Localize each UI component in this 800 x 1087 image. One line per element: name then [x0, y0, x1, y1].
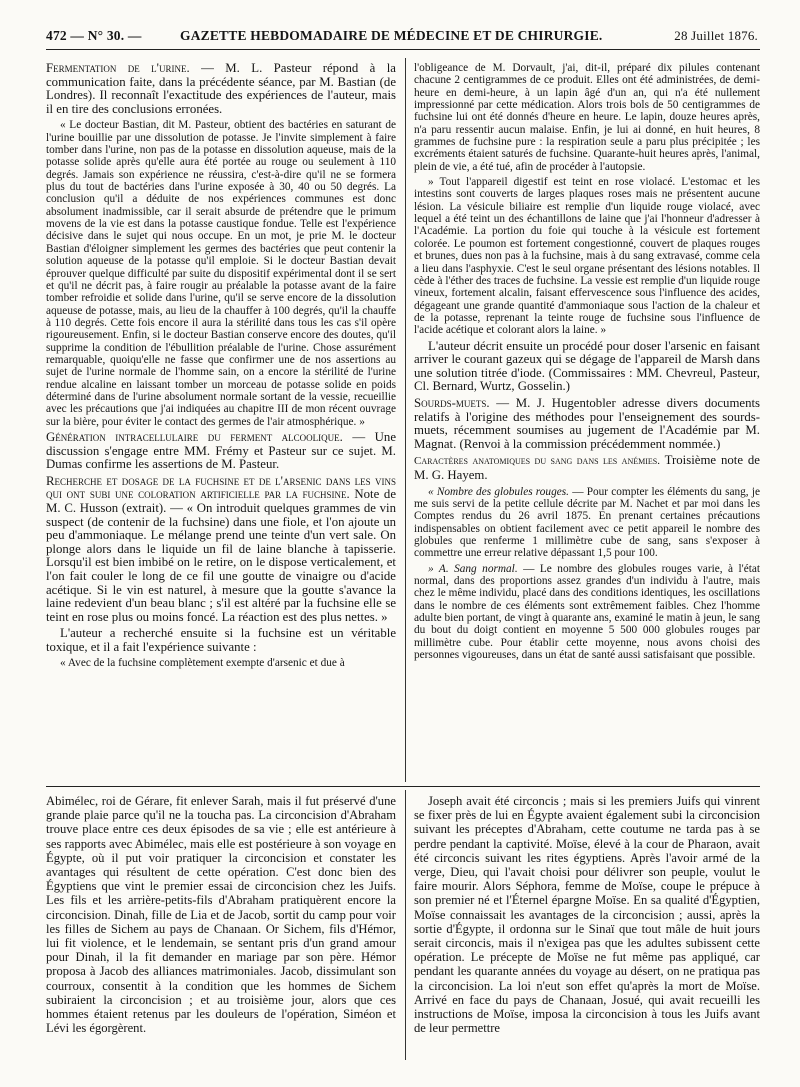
- article-urine-fermentation: Fermentation de l'urine. — M. L. Pasteur répond à la communication faite, dans la précédente séance, par M. Bastian (de Londres). Il reconnaît l'exactitude des expériences de l'auteur, mais il en tire des conclusions erronées.: [46, 61, 396, 116]
- fuchsine-experiment-start: « Avec de la fuchsine complètement exempte d'arsenic et due à: [60, 657, 345, 670]
- section-heading: Recherche et dosage de la fuchsine et de l'arsenic dans les vins qui ont subi une coloration artificielle par la fuchsine.: [46, 473, 396, 502]
- page-header: [46, 28, 758, 48]
- arsenic-dosage: L'auteur décrit ensuite un procédé pour doser l'arsenic en faisant arriver le courant gazeux qui se dégage de l'appareil de Marsh dans une solution titrée d'iode. (Commissaires : MM. Chevreul, Pasteur, Cl. Bernard, Wurtz, Gosselin.): [414, 338, 760, 394]
- feuilleton-right: Joseph avait été circoncis ; mais si les premiers Juifs qui vinrent se fixer près de lui en Égypte avaient également subi la circoncision suivant les préceptes d'Abraham, cette coutume ne tarda pas à se perdre pendant la captivité. Moïse, élevé à la cour de Pharaon, avait été circoncis suivant les rites égyptiens. Après l'avoir armé de la verge, Dieu, qui l'avait choisi pour délivrer son peuple, voulut le faire mourir. Alors Séphora, femme de Moïse, coupe le prépuce à son premier né et l'Éternel épargne Moïse. En sa qualité d'Égyptien, Moïse connaissait les avantages de la circoncision ; aussi, après la sortie d'Égypte, il ordonna sur le Sinaï que tout mâle de huit jours serait circoncis, mais il n'exigea pas que les adultes subissent cette opération. Le précepte de Moïse ne fut même pas appliqué, car pendant les quarante années du voyage au désert, on ne pratiqua pas la circoncision. La loi n'eut son effet qu'après la mort de Moïse. Arrivé en face du pays de Chanaan, Josué, qui avait recueilli les instructions de Moïse, imposa la circoncision à tous les Juifs avant de leur permettre: [414, 794, 760, 1036]
- column-divider: [405, 790, 406, 1060]
- article-deaf-mute: Sourds-muets. — M. J. Hugentobler adresse divers documents relatifs à l'origine des méthodes pour l'enseignement des sourds-muets, récemment soumises au jugement de l'Académie par M. Magnat. (Renvoi à la commission précédemment nommée.): [414, 395, 761, 451]
- top-right-column: [414, 62, 760, 664]
- article-anemia: Caractères anatomiques du sang dans les anémies. Troisième note de M. G. Hayem.: [414, 453, 760, 482]
- section-heading: Fermentation de l'urine.: [46, 61, 190, 75]
- section-heading: Caractères anatomiques du sang dans les anémies.: [414, 455, 660, 468]
- article-alcoholic-ferment: Génération intracellulaire du ferment alcoolique. — Une discussion s'engage entre MM. Frémy et Pasteur sur ce sujet. M. Dumas confirme les assertions de M. Pasteur.: [46, 429, 396, 472]
- section-heading: Sourds-muets.: [414, 395, 490, 410]
- bottom-right-column: [414, 794, 760, 1035]
- column-divider: [405, 58, 406, 782]
- fuchsine-toxicity-intro: L'auteur a recherché ensuite si la fuchsine est un véritable toxique, et il a fait l'expérience suivante :: [46, 626, 396, 654]
- section-heading: Génération intracellulaire du ferment alcoolique.: [46, 429, 343, 444]
- fuchsine-experiment-cont: l'obligeance de M. Dorvault, j'ai, dit-il, préparé dix pilules contenant chacune 2 centigrammes de ce produit. Elles ont été administrées, de demi-heure en demi-heure, à un lapin âgé d'un an, qui n'a été nullement impressionné par cette médication. Alors trois bols de 50 centigrammes de fuchsine lui ont été donnés d'heure en heure. Le lapin, douze heures après, n'a paru ressentir aucun malaise. Enfin, je lui ai donné, en huit heures, 8 grammes de fuchsine pure : la respiration seule a paru plus précipitée ; les excréments étaient saturés de fuchsine. Quarante-huit heures après, l'animal, plein de vie, a été tué, afin de procéder à l'autopsie.: [414, 62, 760, 173]
- normal-blood: » A. Sang normal. — Le nombre des globules rouges varie, à l'état normal, dans des proportions assez grandes d'un individu à l'autre, mais chez le même individu, placé dans des conditions identiques, les oscillations dans le nombre de ces éléments sont extrêmement faibles. Chez l'homme adulte bien portant, de vingt à quarante ans, examiné le matin à jeun, le sang du bout du doigt contient en moyenne 5 500 000 globules rouges par millimètre cube. Pour établir cette moyenne, nous avons choisi des personnes vigoureuses, dans un état de santé aussi satisfaisant que possible.: [414, 562, 761, 661]
- italic-subheading: » A. Sang normal.: [428, 562, 518, 575]
- red-globule-count: « Nombre des globules rouges. — Pour compter les éléments du sang, je me suis servi de la petite cellule décrite par M. Nachet et par moi dans les Comptes rendus du 26 avril 1875. En prenant certaines précautions indispensables on obtient facilement avec ce petit appareil le nombre des globules que renferme 1 millimètre cube de sang, sans s'exposer à commettre une erreur relative dépassant 1,5 pour 100.: [414, 485, 760, 560]
- autopsy-findings: » Tout l'appareil digestif est teint en rose violacé. L'estomac et les intestins sont couverts de larges plaques roses mais ne présentent aucune lésion. La vésicule biliaire est remplie d'un liquide rouge violacé, avec lequel a été teint un des échantillons de laine que j'ai l'honneur d'adresser à l'Académie. La portion du foie qui touche à la vésicule est fortement colorée. Le poumon est fortement congestionné, couvert de plaques rouges et brunes, dues non pas à la fuchsine, mais à du sang extravasé, comme cela a lieu dans l'asphyxie. C'est le seul organe présentant des lésions notables. Il cède à l'éther des traces de fuchsine. La vessie est remplie d'un liquide rouge vineux, fortement alcalin, faisant effervescence sous l'influence des acides, dégageant une grande quantité d'ammoniaque sous l'action de la chaleur et de la potasse, reprenant la teinte rouge de fuchsine sous l'influence de l'acide acétique et colorant alors la laine. »: [414, 176, 760, 337]
- feuilleton-left: Abimélec, roi de Gérare, fit enlever Sarah, mais il fut préservé d'une grande plaie parce qu'il ne la toucha pas. La circoncision d'Abraham trouve place entre ces deux épisodes de sa vie ; elle est antérieure à ses rapports avec Abimélec, mais elle est postérieure à son voyage en Égypte, où il put voir pratiquer la circoncision et constater les avantages qui résultent de cette opération. C'est donc bien des Égyptiens que vint le premier essai de circoncision chez les Juifs. Les fils et les arrière-petits-fils d'Abraham pratiquèrent encore la circoncision. Dinah, fille de Lia et de Jacob, sortit du camp pour voir les filles de Sichem au pays de Chanaan. Or Sichem, fils d'Hémor, lui fit violence, et le lendemain, se sentant pris d'un grand amour pour Dinah, il la fit demander en mariage par son père. Hémor proposa à Jacob des alliances matrimoniales. Jacob, dissimulant son courroux, consentit à la condition que les hommes de Sichem subiraient la circoncision ; et au troisième jour, alors que ces hommes étaient retenus par les douleurs de l'opération, Siméon et Lévi les égorgèrent.: [46, 794, 396, 1036]
- italic-subheading: « Nombre des globules rouges.: [428, 485, 569, 498]
- page-number: 472 — N° 30. —: [46, 28, 142, 43]
- issue-date: 28 Juillet 1876.: [674, 28, 758, 43]
- journal-title: GAZETTE HEBDOMADAIRE DE MÉDECINE ET DE CHIRURGIE.: [180, 28, 603, 43]
- bottom-left-column: [46, 794, 396, 1035]
- pasteur-quote: « Le docteur Bastian, dit M. Pasteur, obtient des bactéries en saturant de l'urine bouillie par une dissolution de potasse. Je l'invite simplement à faire tomber dans l'urine, non pas de la potasse en dissolution aqueuse, mais de la potasse solide après qu'elle aura été portée au rouge ou seulement à 110 degrés. Jamais son expérience ne réussira, c'est-à-dire qu'il ne se formera plus du tout de bactéries dans l'urine exposée à 30, 40 ou 50 degrés. La conclusion qu'il a déduite de nos expériences communes est donc absolument inadmissible, car il serait absurde de prétendre que le primum movens de la vie est dans la potasse caustique fondue. Telle est l'expérience décisive dans le sujet qui nous occupe. En un mot, je prie M. le docteur Bastian d'éloigner simplement les germes des bactéries que peut contenir la solution aqueuse de la potasse qu'il emploie. Si le docteur Bastian devait éprouver quelque difficulté par suite du dispositif expérimental dont il se sert et qu'il ne décrit pas, à faire rougir au préalable la potasse avant de la faire tomber refroidie et solide dans l'urine, qu'il se serve encore de la dissolution aqueuse de potasse, mais, au lieu de la chauffer à 100 degrés, qu'il la chauffe à 110 degrés. Cette fois encore il aura la stérilité dans tous les cas s'il opère rigoureusement. Enfin, si le docteur Bastian conserve encore des doutes, qu'il supprime la condition de l'ébullition préalable de l'urine. Chose assurément remarquable, quoiqu'elle ne fasse que confirmer une de nos assertions au sujet de l'urine normale de l'homme sain, on a encore la stérilité de l'urine rendue alcaline en laissant tomber un morceau de potasse solide en poids déterminé dans de l'urine absolument normale sortant de la vessie, recueillie avec les précautions que j'ai indiquées au chapitre III de mon récent ouvrage sur la bière, pour éviter le contact des germes de l'air atmosphérique. »: [46, 119, 396, 428]
- top-left-column: [46, 62, 396, 673]
- section-rule: [46, 786, 760, 787]
- header-rule: [46, 49, 760, 50]
- article-fuchsine: Recherche et dosage de la fuchsine et de l'arsenic dans les vins qui ont subi une coloration artificielle par la fuchsine. Note de M. C. Husson (extrait). — « On introduit quelques grammes de vin suspect (de contenir de la fuchsine) dans une fiole, et l'on ajoute un peu d'ammoniaque. Le mélange prend une teinte d'un vert sale. On plonge alors dans le liquide un fil de laine blanche à tapisserie. Lorsqu'il est bien imbibé on le retire, on le dispose verticalement, et l'on fait couler le long de ce fil une goutte de vinaigre ou d'acide acétique. Si le vin est naturel, à mesure que la goutte s'avance la laine redevient d'un beau blanc ; s'il est altéré par la fuchsine elle se teint en rose plus ou moins foncé. La réaction est des plus nettes. »: [46, 473, 396, 624]
